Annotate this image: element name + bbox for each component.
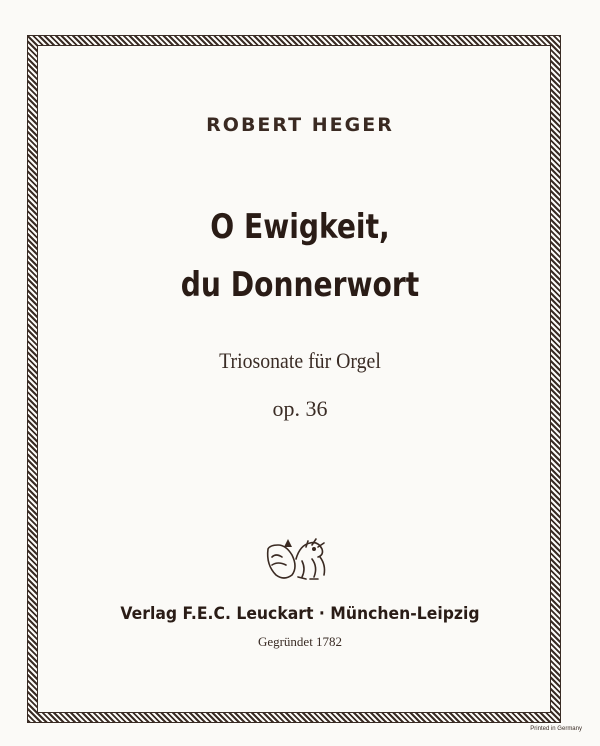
- title-line-1: O Ewigkeit,: [210, 207, 390, 247]
- printed-note: Printed in Germany: [530, 726, 582, 732]
- title-line-2: du Donnerwort: [180, 265, 420, 305]
- subtitle: Triosonate für Orgel: [219, 348, 381, 373]
- lion-crest-icon: [262, 535, 332, 585]
- publisher-line: Verlag F.E.C. Leuckart · München-Leipzig: [120, 604, 480, 624]
- opus-number: op. 36: [272, 396, 328, 421]
- founded-year: Gegründet 1782: [257, 634, 343, 649]
- composer-name: ROBERT HEGER: [206, 114, 394, 136]
